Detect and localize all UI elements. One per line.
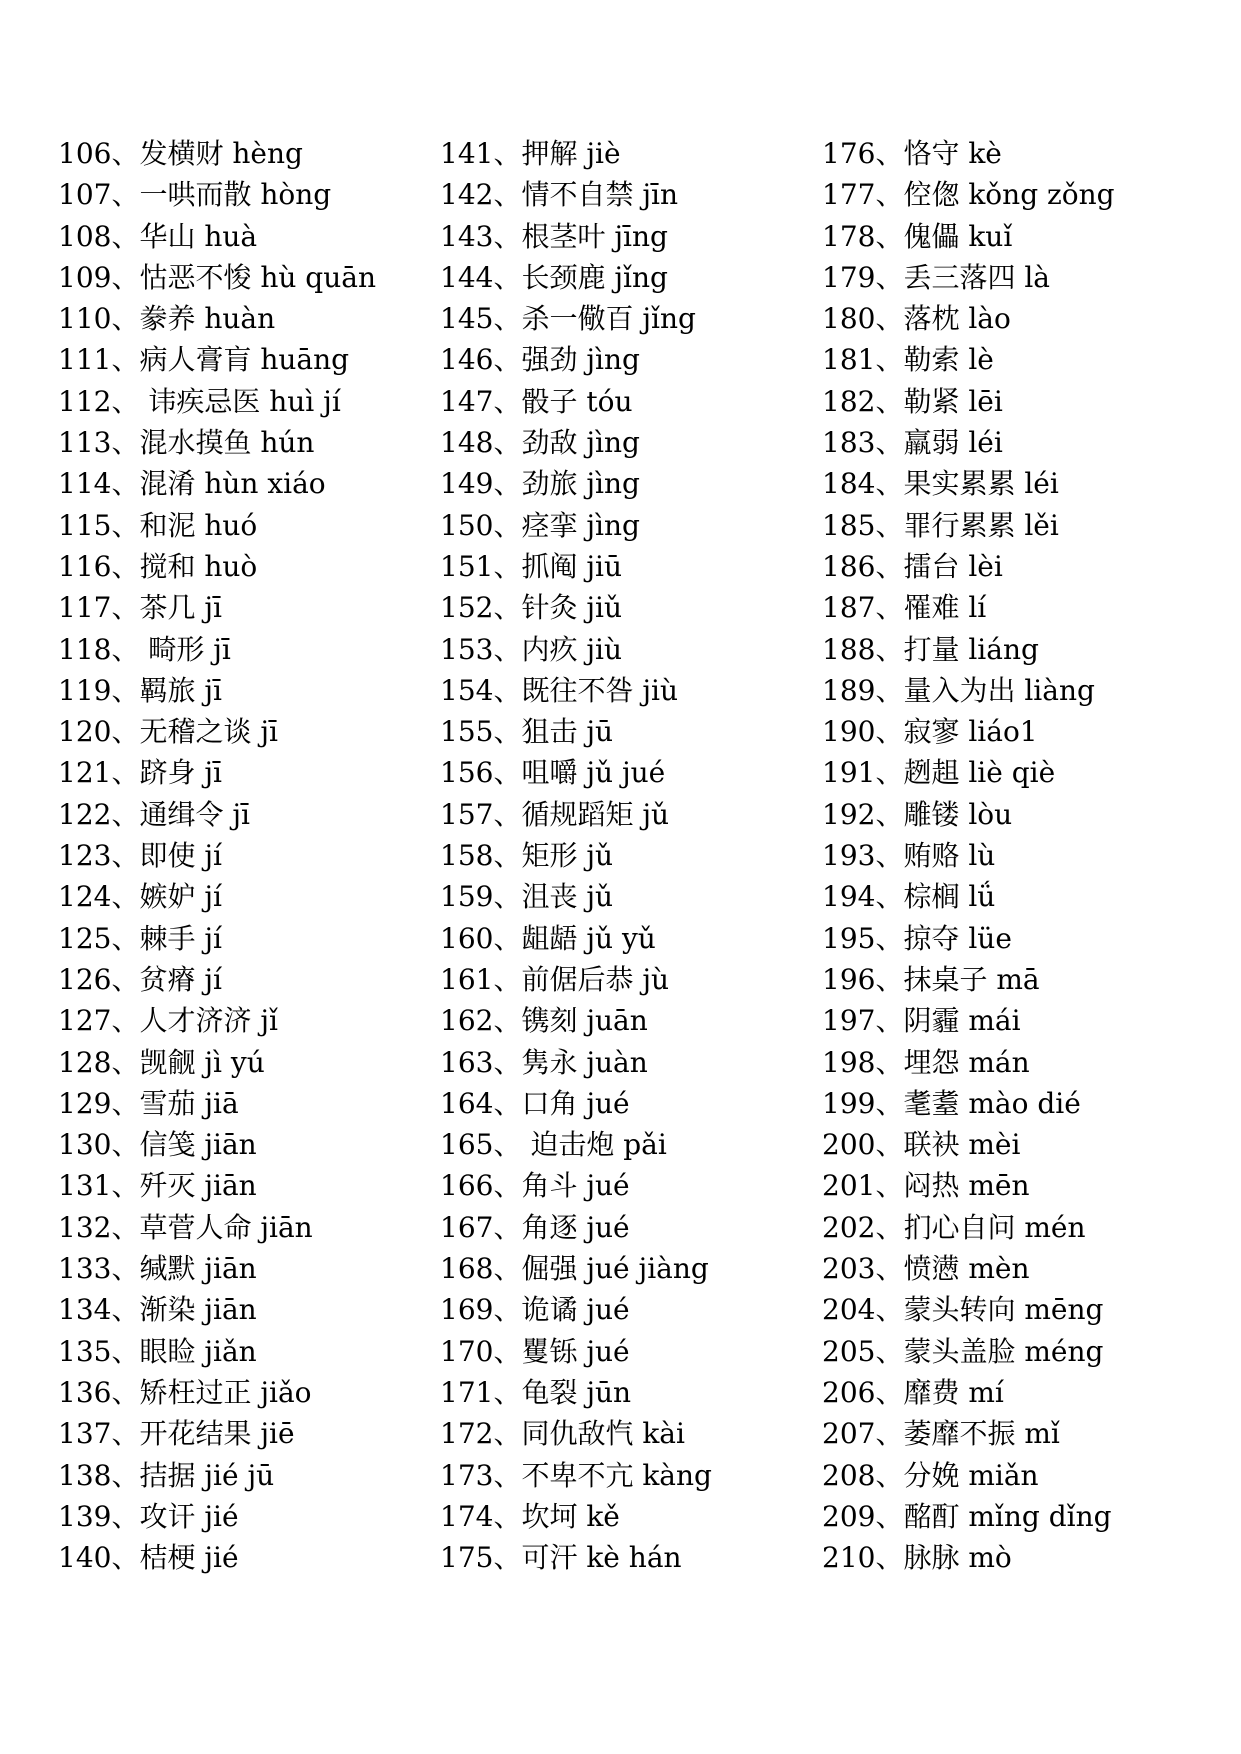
list-item: 183、羸弱 léi bbox=[822, 426, 1003, 460]
list-item: 123、即使 jí bbox=[58, 839, 222, 873]
list-item: 127、人才济济 jǐ bbox=[58, 1004, 278, 1038]
list-item: 143、根茎叶 jīng bbox=[440, 219, 668, 253]
list-item: 201、闷热 mēn bbox=[822, 1169, 1030, 1203]
list-item: 122、通缉令 jī bbox=[58, 797, 250, 831]
list-item: 162、镌刻 juān bbox=[440, 1004, 648, 1038]
list-item: 112、 讳疾忌医 huì jí bbox=[58, 384, 341, 418]
list-item: 151、抓阄 jiū bbox=[440, 549, 623, 583]
list-item: 206、靡费 mí bbox=[822, 1375, 1004, 1409]
list-item: 159、沮丧 jǔ bbox=[440, 880, 614, 914]
list-item: 199、耄耋 mào dié bbox=[822, 1086, 1081, 1120]
list-item: 128、觊觎 jì yú bbox=[58, 1045, 265, 1079]
column-1 bbox=[58, 133, 376, 1578]
list-item: 208、分娩 miǎn bbox=[822, 1458, 1039, 1492]
list-item: 186、擂台 lèi bbox=[822, 549, 1003, 583]
list-item: 167、角逐 jué bbox=[440, 1210, 630, 1244]
list-item: 172、同仇敌忾 kài bbox=[440, 1417, 685, 1451]
list-item: 146、强劲 jìng bbox=[440, 343, 640, 377]
list-item: 106、发横财 hèng bbox=[58, 137, 303, 170]
list-item: 198、埋怨 mán bbox=[822, 1045, 1030, 1079]
list-item: 110、豢养 huàn bbox=[58, 302, 276, 336]
list-item: 109、怙恶不悛 hù quān bbox=[58, 260, 376, 294]
list-item: 120、无稽之谈 jī bbox=[58, 715, 278, 749]
list-item: 119、羁旅 jī bbox=[58, 673, 222, 707]
list-item: 166、角斗 jué bbox=[440, 1169, 630, 1203]
list-item: 153、内疚 jiù bbox=[440, 632, 623, 666]
list-item: 195、掠夺 lüe bbox=[822, 921, 1012, 955]
list-item: 207、萎靡不振 mǐ bbox=[822, 1417, 1060, 1451]
list-item: 115、和泥 huó bbox=[58, 508, 258, 542]
list-item: 196、抹桌子 mā bbox=[822, 962, 1040, 996]
list-item: 204、蒙头转向 mēng bbox=[822, 1293, 1104, 1327]
list-item: 180、落枕 lào bbox=[822, 302, 1011, 336]
list-item: 136、矫枉过正 jiǎo bbox=[58, 1375, 312, 1409]
list-item: 209、酩酊 mǐng dǐng bbox=[822, 1499, 1112, 1533]
list-item: 130、信笺 jiān bbox=[58, 1128, 257, 1162]
list-item: 132、草菅人命 jiān bbox=[58, 1210, 313, 1244]
column-3 bbox=[822, 133, 1115, 1578]
list-item: 191、趔趄 liè qiè bbox=[822, 756, 1056, 790]
list-item: 161、前倨后恭 jù bbox=[440, 962, 670, 996]
list-item: 114、混淆 hùn xiáo bbox=[58, 467, 326, 501]
list-item: 137、开花结果 jiē bbox=[58, 1417, 295, 1451]
list-item: 163、隽永 juàn bbox=[440, 1045, 648, 1079]
list-item: 177、倥偬 kǒng zǒng bbox=[822, 178, 1115, 212]
list-item: 192、雕镂 lòu bbox=[822, 797, 1013, 831]
list-item: 210、脉脉 mò bbox=[822, 1541, 1012, 1575]
list-item: 129、雪茄 jiā bbox=[58, 1086, 239, 1120]
list-item: 174、坎坷 kě bbox=[440, 1499, 620, 1533]
list-item: 117、茶几 jī bbox=[58, 591, 222, 625]
list-item: 133、缄默 jiān bbox=[58, 1252, 257, 1286]
list-item: 193、贿赂 lù bbox=[822, 839, 996, 873]
list-item: 189、量入为出 liàng bbox=[822, 673, 1095, 707]
list-item: 116、搅和 huò bbox=[58, 549, 258, 583]
list-item: 149、劲旅 jìng bbox=[440, 467, 640, 501]
list-item: 190、寂寥 liáo1 bbox=[822, 715, 1038, 749]
list-item: 194、棕榈 lǘ bbox=[822, 880, 996, 914]
list-item: 121、跻身 jī bbox=[58, 756, 222, 790]
list-item: 152、针灸 jiǔ bbox=[440, 591, 623, 625]
list-item: 164、口角 jué bbox=[440, 1086, 630, 1120]
list-item: 170、矍铄 jué bbox=[440, 1334, 630, 1368]
list-item: 203、愤懑 mèn bbox=[822, 1252, 1030, 1286]
list-item: 135、眼睑 jiǎn bbox=[58, 1334, 257, 1368]
list-item: 181、勒索 lè bbox=[822, 343, 994, 377]
list-item: 147、骰子 tóu bbox=[440, 384, 633, 418]
list-item: 118、 畸形 jī bbox=[58, 632, 231, 666]
list-item: 175、可汗 kè hán bbox=[440, 1541, 682, 1575]
list-item: 155、狙击 jū bbox=[440, 715, 614, 749]
list-item: 200、联袂 mèi bbox=[822, 1128, 1021, 1162]
column-2 bbox=[440, 133, 712, 1578]
list-item: 107、一哄而散 hòng bbox=[58, 178, 332, 212]
list-item: 182、勒紧 lēi bbox=[822, 384, 1003, 418]
list-item: 150、痉挛 jìng bbox=[440, 508, 640, 542]
list-item: 138、拮据 jié jū bbox=[58, 1458, 275, 1492]
list-item: 126、贫瘠 jí bbox=[58, 962, 222, 996]
list-item: 160、龃龉 jǔ yǔ bbox=[440, 921, 656, 955]
list-item: 165、 迫击炮 pǎi bbox=[440, 1128, 667, 1162]
list-item: 141、押解 jiè bbox=[440, 137, 621, 170]
list-item: 169、诡谲 jué bbox=[440, 1293, 630, 1327]
list-item: 185、罪行累累 lěi bbox=[822, 508, 1059, 542]
list-item: 156、咀嚼 jǔ jué bbox=[440, 756, 666, 790]
list-item: 145、杀一儆百 jǐng bbox=[440, 302, 696, 336]
list-item: 144、长颈鹿 jǐng bbox=[440, 260, 668, 294]
list-item: 142、情不自禁 jīn bbox=[440, 178, 679, 212]
list-item: 157、循规蹈矩 jǔ bbox=[440, 797, 670, 831]
list-item: 179、丢三落四 là bbox=[822, 260, 1050, 294]
list-item: 202、扪心自问 mén bbox=[822, 1210, 1086, 1244]
list-item: 125、棘手 jí bbox=[58, 921, 222, 955]
list-item: 171、龟裂 jūn bbox=[440, 1375, 632, 1409]
list-item: 178、傀儡 kuǐ bbox=[822, 219, 1013, 253]
list-item: 134、渐染 jiān bbox=[58, 1293, 257, 1327]
list-item: 188、打量 liáng bbox=[822, 632, 1039, 666]
list-item: 154、既往不咎 jiù bbox=[440, 673, 679, 707]
list-item: 131、歼灭 jiān bbox=[58, 1169, 257, 1203]
list-item: 168、倔强 jué jiàng bbox=[440, 1252, 709, 1286]
list-item: 173、不卑不亢 kàng bbox=[440, 1458, 712, 1492]
list-item: 197、阴霾 mái bbox=[822, 1004, 1021, 1038]
list-item: 111、病人膏肓 huāng bbox=[58, 343, 350, 377]
list-item: 124、嫉妒 jí bbox=[58, 880, 222, 914]
list-item: 184、果实累累 léi bbox=[822, 467, 1059, 501]
list-item: 187、罹难 lí bbox=[822, 591, 987, 625]
list-item: 140、桔梗 jié bbox=[58, 1541, 239, 1575]
list-item: 108、华山 huà bbox=[58, 219, 258, 253]
list-item: 139、攻讦 jié bbox=[58, 1499, 239, 1533]
list-item: 176、恪守 kè bbox=[822, 137, 1002, 170]
list-item: 113、混水摸鱼 hún bbox=[58, 426, 315, 460]
list-item: 205、蒙头盖脸 méng bbox=[822, 1334, 1104, 1368]
list-item: 158、矩形 jǔ bbox=[440, 839, 614, 873]
list-item: 148、劲敌 jìng bbox=[440, 426, 640, 460]
